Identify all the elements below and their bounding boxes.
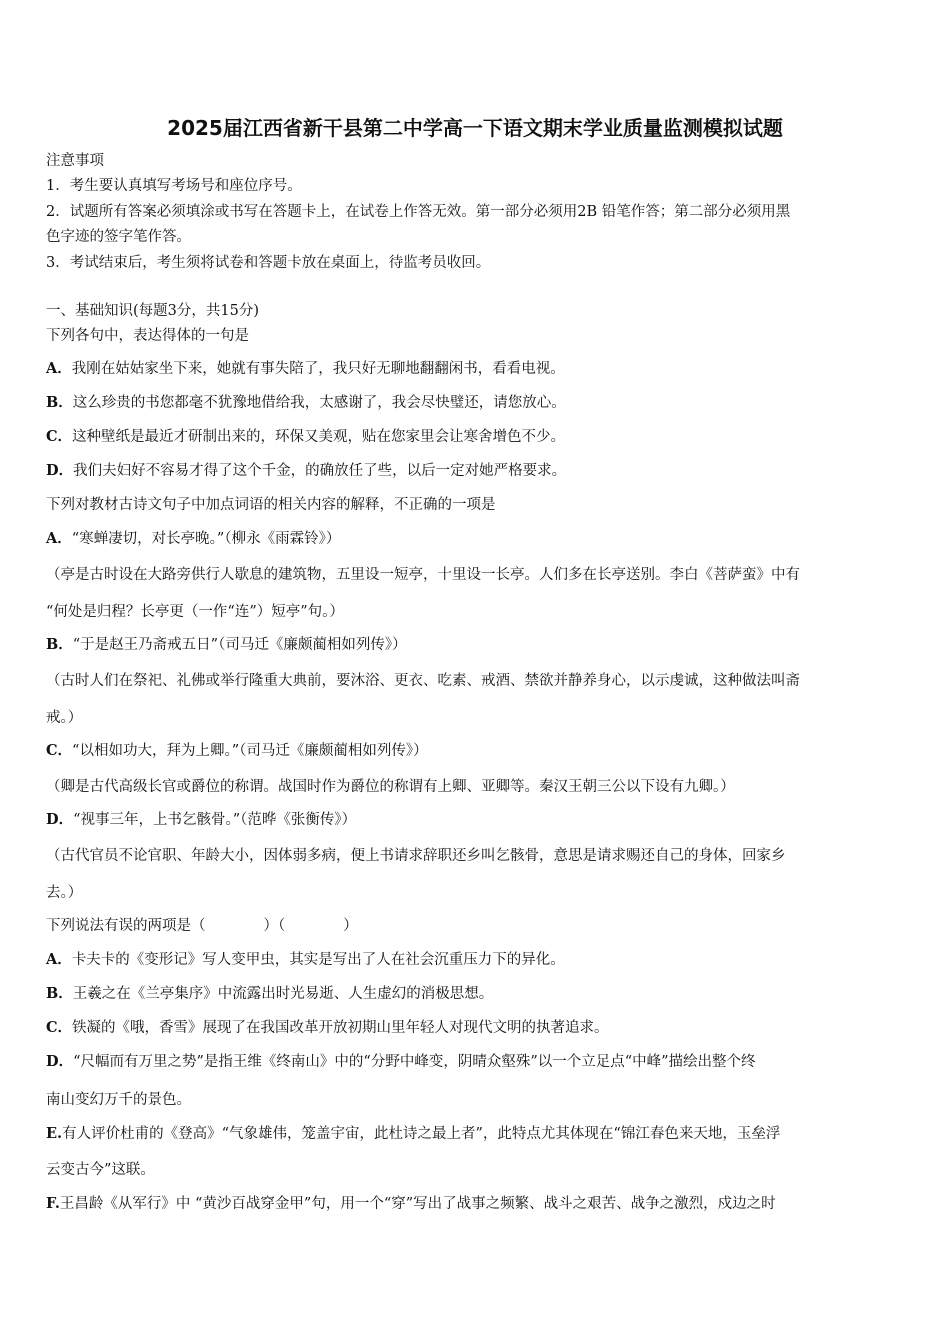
option-label: C． — [46, 742, 73, 759]
question-2-note-b-1: （古时人们在祭祀、礼佛或举行隆重大典前，要沐浴、更衣、吃素、戒酒、禁欲并静养身心，以示虔诚，这种做法叫斋 — [46, 673, 800, 689]
notice-item-3: 3．考试结束后，考生须将试卷和答题卡放在桌面上，待监考员收回。 — [46, 255, 491, 271]
question-2-option-d — [46, 811, 906, 829]
option-text: 卡夫卡的《变形记》写人变甲虫，其实是写出了人在社会沉重压力下的异化。 — [71, 952, 565, 968]
notice-item-1: 1．考生要认真填写考场号和座位序号。 — [46, 178, 302, 194]
question-1-stem: 下列各句中，表达得体的一句是 — [46, 328, 249, 344]
question-2-note-d-1: （古代官员不论官职、年龄大小，因体弱多病，便上书请求辞职还乡叫乞骸骨，意思是请求赐还自己的身体，回家乡 — [46, 848, 786, 864]
question-2-note-c-1: （卿是古代高级长官或爵位的称谓。战国时作为爵位的称谓有上卿、亚卿等。秦汉王朝三公以下设有九卿。） — [46, 779, 735, 795]
option-text: “视事三年，上书乞骸骨。”（范晔《张衡传》） — [73, 812, 357, 828]
option-label: A． — [46, 530, 72, 547]
question-3-option-f — [46, 1195, 906, 1213]
option-text: 我们夫妇好不容易才得了这个千金，的确放任了些，以后一定对她严格要求。 — [73, 463, 567, 479]
option-label: A． — [46, 360, 72, 377]
option-label: C． — [46, 1019, 73, 1036]
question-3-stem: 下列说法有误的两项是（ ）（ ） — [46, 918, 358, 934]
option-text: 王羲之在《兰亭集序》中流露出时光易逝、人生虚幻的消极思想。 — [72, 986, 494, 1002]
option-label: B． — [46, 394, 73, 411]
notice-item-2: 2．试题所有答案必须填涂或书写在答题卡上，在试卷上作答无效。第一部分必须用2B 铅笔作答；第二部分必须用黑 — [46, 204, 791, 220]
option-label: F. — [46, 1195, 60, 1212]
question-1-option-d — [46, 462, 906, 480]
option-text: “以相如功大，拜为上卿。”（司马迁《廉颇蔺相如列传》） — [72, 743, 428, 759]
option-text: “尺幅而有万里之势”是指王维《终南山》中的“分野中峰变，阴晴众壑殊”以一个立足点“中峰”描绘出整个终 — [73, 1054, 756, 1070]
question-3-option-e — [46, 1125, 906, 1143]
option-text: “寒蝉凄切，对长亭晚。”（柳永《雨霖铃》） — [71, 531, 341, 547]
question-2-note-d-2: 去。） — [46, 885, 83, 901]
section-heading: 一、基础知识(每题3分，共15分) — [46, 303, 259, 319]
question-1-option-b — [46, 394, 906, 412]
option-label: B． — [46, 985, 73, 1002]
question-2-option-c — [46, 742, 906, 760]
option-label: B． — [46, 636, 73, 653]
option-label: D． — [46, 462, 74, 479]
question-1-option-a — [46, 360, 906, 378]
option-text: 铁凝的《哦，香雪》展现了在我国改革开放初期山里年轻人对现代文明的执著追求。 — [72, 1020, 609, 1036]
option-label: D． — [46, 1053, 74, 1070]
question-2-stem: 下列对教材古诗文句子中加点词语的相关内容的解释，不正确的一项是 — [46, 497, 496, 513]
notice-heading: 注意事项 — [46, 153, 104, 169]
question-3-option-a — [46, 951, 906, 969]
option-label: A． — [46, 951, 72, 968]
question-2-option-a — [46, 530, 906, 548]
question-3-option-b — [46, 985, 906, 1003]
option-text: 这种壁纸是最近才研制出来的，环保又美观，贴在您家里会让寒舍增色不少。 — [72, 429, 566, 445]
question-3-option-d-cont: 南山变幻万千的景色。 — [46, 1092, 191, 1108]
question-2-note-a-2: “何处是归程？长亭更（一作“连”）短亭”句。） — [46, 604, 344, 620]
option-text: “于是赵王乃斋戒五日”（司马迁《廉颇蔺相如列传》） — [72, 637, 407, 653]
question-3-option-c — [46, 1019, 906, 1037]
option-text: 王昌龄《从军行》中 “黄沙百战穿金甲”句，用一个“穿”写出了战事之频繁、战斗之艰苦、战争之激烈，戍边之时 — [59, 1196, 776, 1212]
question-3-option-d — [46, 1053, 906, 1071]
option-text: 我刚在姑姑家坐下来，她就有事失陪了，我只好无聊地翻翻闲书，看看电视。 — [71, 361, 565, 377]
question-3-option-e-cont: 云变古今”这联。 — [46, 1162, 155, 1178]
option-label: E. — [46, 1125, 63, 1142]
option-label: D． — [46, 811, 74, 828]
question-2-note-a-1: （亭是古时设在大路旁供行人歇息的建筑物，五里设一短亭，十里设一长亭。人们多在长亭送别。李白《菩萨蛮》中有 — [46, 567, 800, 583]
option-label: C． — [46, 428, 73, 445]
question-2-note-b-2: 戒。） — [46, 710, 83, 726]
page-title: 2025届江西省新干县第二中学高一下语文期末学业质量监测模拟试题 — [167, 116, 783, 140]
question-2-option-b — [46, 636, 906, 654]
option-text: 有人评价杜甫的《登高》“气象雄伟，笼盖宇宙，此杜诗之最上者”，此特点尤其体现在“锦江春色来天地，玉垒浮 — [62, 1126, 781, 1142]
option-text: 这么珍贵的书您都毫不犹豫地借给我，太感谢了，我会尽快璧还，请您放心。 — [72, 395, 566, 411]
question-1-option-c — [46, 428, 906, 446]
notice-item-2-cont: 色字迹的签字笔作答。 — [46, 229, 191, 245]
